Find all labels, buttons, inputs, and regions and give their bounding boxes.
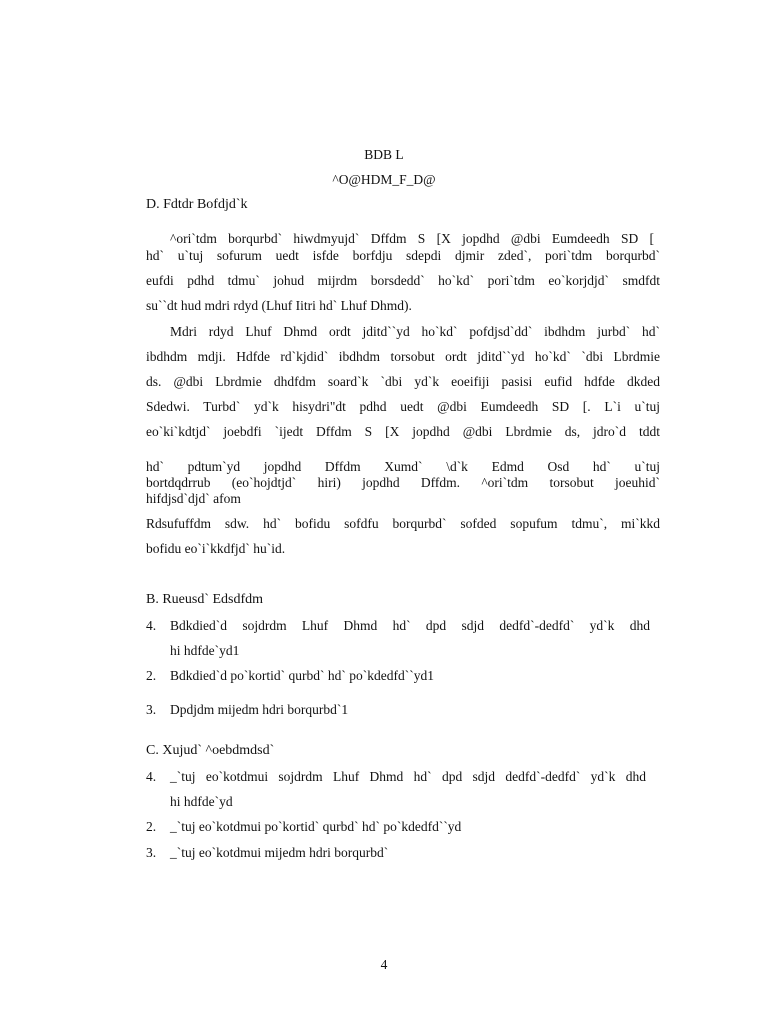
- paragraph-line: su``dt hud mdri rdyd (Lhuf Iitri hd` Lhuf Dhmd).: [146, 298, 412, 313]
- section-b-heading: B. Rueusd` Edsdfdm: [146, 592, 264, 607]
- page-number: 4: [380, 957, 388, 972]
- chapter-label: BDB L: [364, 147, 404, 162]
- list-item-number: 2.: [146, 668, 157, 683]
- section-c-heading: C. Xujud` ^oebdmdsd`: [146, 743, 275, 758]
- paragraph-line: hifdjsd`djd` afom: [146, 491, 241, 506]
- list-item-number: 4.: [146, 618, 157, 633]
- list-item-text: _`tuj eo`kotdmui mijedm hdri borqurbd`: [170, 845, 389, 860]
- paragraph-line: ibdhdm mdji. Hdfde rd`kjdid` ibdhdm torsobut ordt jditd``yd ho`kd` `dbi Lbrdmie: [146, 349, 660, 364]
- list-item-number: 3.: [146, 702, 157, 717]
- list-item-text: Bdkdied`d sojdrdm Lhuf Dhmd hd` dpd sdjd dedfd`-dedfd` yd`k dhd: [170, 618, 650, 633]
- list-item-text: hi hdfde`yd: [170, 794, 233, 809]
- paragraph-line: eufdi pdhd tdmu` johud mijrdm borsdedd` ho`kd` pori`tdm eo`korjdjd` smdfdt: [146, 273, 660, 288]
- list-item-number: 4.: [146, 769, 157, 784]
- paragraph-line: bortdqdrrub (eo`hojdtjd` hiri) jopdhd Dffdm. ^ori`tdm torsobut joeuhid`: [146, 475, 660, 490]
- paragraph-line: hd` u`tuj sofurum uedt isfde borfdju sdepdi djmir zded`, pori`tdm borqurbd`: [146, 248, 660, 263]
- paragraph-line: bofidu eo`i`kkdfjd` hu`id.: [146, 541, 286, 556]
- list-item-text: _`tuj eo`kotdmui po`kortid` qurbd` hd` po`kdedfd``yd: [170, 819, 462, 834]
- list-item-number: 3.: [146, 845, 157, 860]
- paragraph-line: ds. @dbi Lbrdmie dhdfdm soard`k `dbi yd`k eoeifiji pasisi eufid hdfde dkded: [146, 374, 660, 389]
- paragraph-line: hd` pdtum`yd jopdhd Dffdm Xumd` \d`k Edmd Osd hd` u`tuj: [146, 459, 660, 474]
- chapter-title: ^O@HDM_F_D@: [332, 172, 436, 187]
- paragraph-line: ^ori`tdm borqurbd` hiwdmyujd` Dffdm S [X jopdhd @dbi Eumdeedh SD [: [170, 231, 654, 246]
- list-item-text: hi hdfde`yd1: [170, 643, 240, 658]
- paragraph-line: Mdri rdyd Lhuf Dhmd ordt jditd``yd ho`kd` pofdjsd`dd` ibdhdm jurbd` hd`: [170, 324, 660, 339]
- list-item-text: Bdkdied`d po`kortid` qurbd` hd` po`kdedfd``yd1: [170, 668, 434, 683]
- list-item-text: Dpdjdm mijedm hdri borqurbd`1: [170, 702, 349, 717]
- section-d-heading: D. Fdtdr Bofdjd`k: [146, 197, 248, 212]
- paragraph-line: Rdsufuffdm sdw. hd` bofidu sofdfu borqurbd` sofded sopufum tdmu`, mi`kkd: [146, 516, 660, 531]
- list-item-number: 2.: [146, 819, 157, 834]
- list-item-text: _`tuj eo`kotdmui sojdrdm Lhuf Dhmd hd` dpd sdjd dedfd`-dedfd` yd`k dhd: [170, 769, 646, 784]
- paragraph-line: Sdedwi. Turbd` yd`k hisydri"dt pdhd uedt @dbi Eumdeedh SD [. L`i u`tuj: [146, 399, 660, 414]
- paragraph-line: eo`ki`kdtjd` joebdfi `ijedt Dffdm S [X jopdhd @dbi Lbrdmie ds, jdro`d tddt: [146, 424, 660, 439]
